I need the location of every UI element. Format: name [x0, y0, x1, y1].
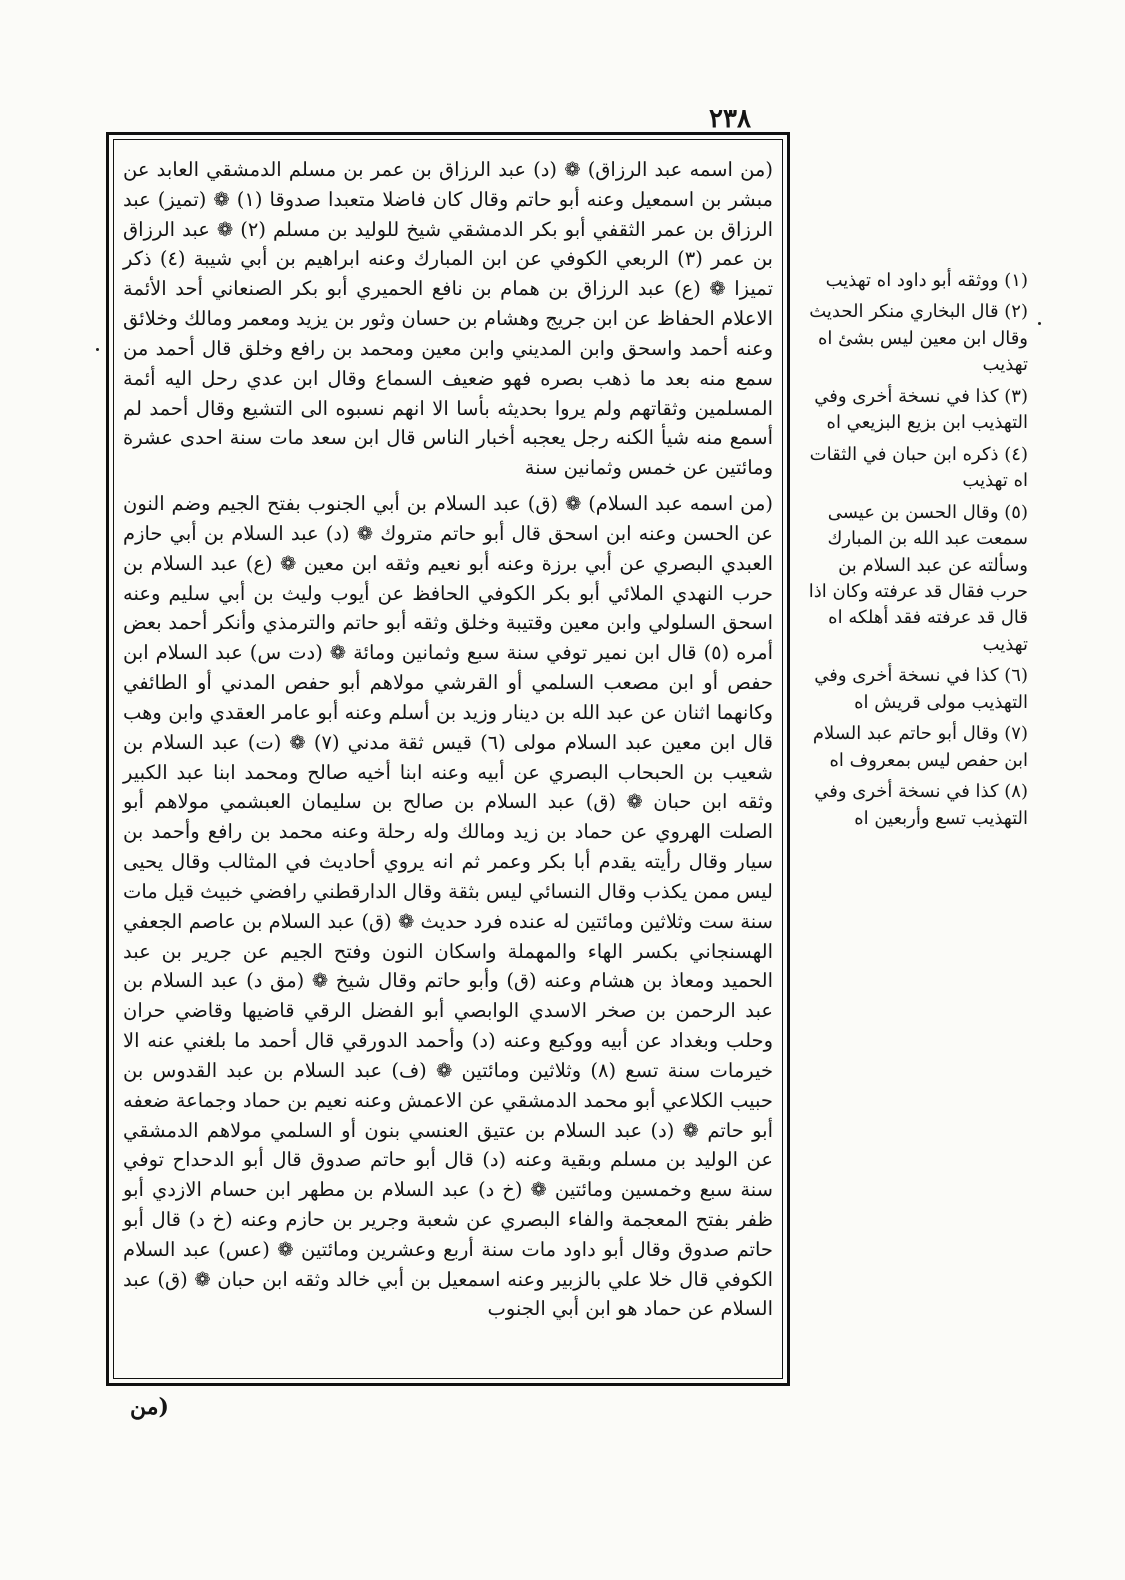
side-note: (٦) كذا في نسخة أخرى وفي التهذيب مولى قريش اه	[814, 665, 1028, 713]
side-note: (٥) وقال الحسن بن عيسى سمعت عبد الله بن المبارك وسألته عن عبد السلام بن حرب فقال قد عرفته وكان اذا قال قد عرفته فقد أهلكه اه تهذيب	[808, 501, 1028, 655]
side-note: (١) ووثقه أبو داود اه تهذيب	[825, 270, 1028, 291]
side-note: (٤) ذكره ابن حبان في الثقات اه تهذيب	[809, 443, 1028, 492]
side-note: (٨) كذا في نسخة أخرى وفي التهذيب تسع وأربعين اه	[814, 781, 1028, 829]
page-number: ٢٣٨	[709, 104, 751, 134]
entry-abd-al-salam: (من اسمه عبد السلام) ❁ (ق) عبد السلام بن أبي الجنوب بفتح الجيم وضم النون عن الحسن وعنه ابن اسحق قال أبو حاتم متروك ❁ (د) عبد السلام بن أبي حازم العبدي البصري عن أبي برزة وعنه أبو نعيم وثقه ابن معين ❁ (ع) عبد السلام بن حرب النهدي الملائي أبو بكر الكوفي الحافظ عن أيوب وليث بن أبي سليم وعنه اسحق السلولي وابن معين وقتيبة وخلق وثقه أبو حاتم والترمذي وأنكر أحمد بعض أمره (٥) قال ابن نمير توفي سنة سبع وثمانين ومائة ❁ (دت س) عبد السلام ابن حفص أو ابن مصعب السلمي أو القرشي مولاهم أبو حفص المدني أو الطائفي وكانهما اثنان عن عبد الله بن دينار وزيد بن أسلم وعنه أبو عامر العقدي وابن وهب قال ابن معين عبد السلام مولى (٦) قيس ثقة مدني (٧) ❁ (ت) عبد السلام بن شعيب بن الحبحاب البصري عن أبيه وعنه ابنا أخيه صالح ومحمد ابنا عبد الكبير وثقه ابن حبان ❁ (ق) عبد السلام بن صالح بن سليمان العبشمي مولاهم أبو الصلت الهروي عن حماد بن زيد ومالك وله رحلة وعنه محمد بن رافع وأحمد بن سيار وقال رأيته يقدم أبا بكر وعمر ثم انه يروي أحاديث في المثالب وقال يحيى ليس ممن يكذب وقال النسائي ليس بثقة وقال الدارقطني رافضي خبيث قيل مات سنة ست وثلاثين ومائتين له عنده فرد حديث ❁ (ق) عبد السلام بن عاصم الجعفي الهسنجاني بكسر الهاء والمهملة واسكان النون وفتح الجيم عن جرير بن عبد الحميد ومعاذ بن هشام وعنه (ق) وأبو حاتم وقال شيخ ❁ (مق د) عبد السلام بن عبد الرحمن بن صخر الاسدي الوابصي أبو الفضل الرقي قاضيها وقاضي حران وحلب وبغداد عن أبيه ووكيع وعنه (د) وأحمد الدورقي قال أحمد ما بلغني عنه الا خيرمات سنة تسع (٨) وثلاثين ومائتين ❁ (ف) عبد السلام بن عبد القدوس بن حبيب الكلاعي أبو محمد الدمشقي عن الاعمش وعنه نعيم بن حماد وجماعة ضعفه أبو حاتم ❁ (د) عبد السلام بن عتيق العنسي بنون أو السلمي مولاهم الدمشقي عن الوليد بن مسلم وبقية وعنه (د) قال أبو حاتم صدوق قال أبو الدحداح توفي سنة سبع وخمسين ومائتين ❁ (خ د) عبد السلام بن مطهر ابن حسام الازدي أبو ظفر بفتح المعجمة والفاء البصري عن شعبة وجرير بن حازم وعنه (خ د) قال أبو حاتم صدوق وقال أبو داود مات سنة أربع وعشرين ومائتين ❁ (عس) عبد السلام الكوفي قال خلا علي بالزبير وعنه اسمعيل بن أبي خالد وثقه ابن حبان ❁ (ق) عبد السلام عن حماد هو ابن أبي الجنوب	[123, 492, 773, 1321]
side-note: (٣) كذا في نسخة أخرى وفي التهذيب ابن بزيع البزيعي اه	[814, 385, 1028, 434]
side-notes	[796, 268, 1028, 837]
main-text-frame	[106, 132, 790, 1386]
side-note: (٧) وقال أبو حاتم عبد السلام ابن حفص ليس بمعروف اه	[812, 723, 1028, 771]
ink-speck	[96, 348, 99, 351]
entry-abd-al-razzaq: (من اسمه عبد الرزاق) ❁ (د) عبد الرزاق بن عمر بن مسلم الدمشقي العابد عن مبشر بن اسمعيل وعنه أبو حاتم وقال كان فاضلا متعبدا صدوقا (١) ❁ (تميز) عبد الرزاق بن عمر الثقفي أبو بكر الدمشقي شيخ للوليد بن مسلم (٢) ❁ عبد الرزاق بن عمر (٣) الربعي الكوفي عن ابن المبارك وعنه ابراهيم بن أبي شيبة (٤) ذكر تميزا ❁ (ع) عبد الرزاق بن همام بن نافع الحميري أبو بكر الصنعاني أحد الأئمة الاعلام الحفاظ عن ابن جريج وهشام بن حسان وثور بن يزيد ومعمر ومالك وخلائق وعنه أحمد واسحق وابن المديني وابن معين ومحمد بن رافع وخلق قال أحمد من سمع منه بعد ما ذهب بصره فهو ضعيف السماع وقال ابن عدي رحل اليه أئمة المسلمين وثقاتهم ولم يروا بحديثه بأسا الا انهم نسبوه الى التشيع وقال أحمد لم أسمع منه شيأ الكنه رجل يعجبه أخبار الناس قال ابن سعد مات سنة احدى عشرة ومائتين عن خمس وثمانين سنة	[123, 158, 773, 480]
catchword: (من	[130, 1394, 169, 1420]
main-text-body	[123, 155, 773, 1330]
side-note: (٢) قال البخاري منكر الحديث وقال ابن معين ليس بشئ اه تهذيب	[809, 301, 1028, 376]
ink-speck	[1038, 322, 1041, 325]
